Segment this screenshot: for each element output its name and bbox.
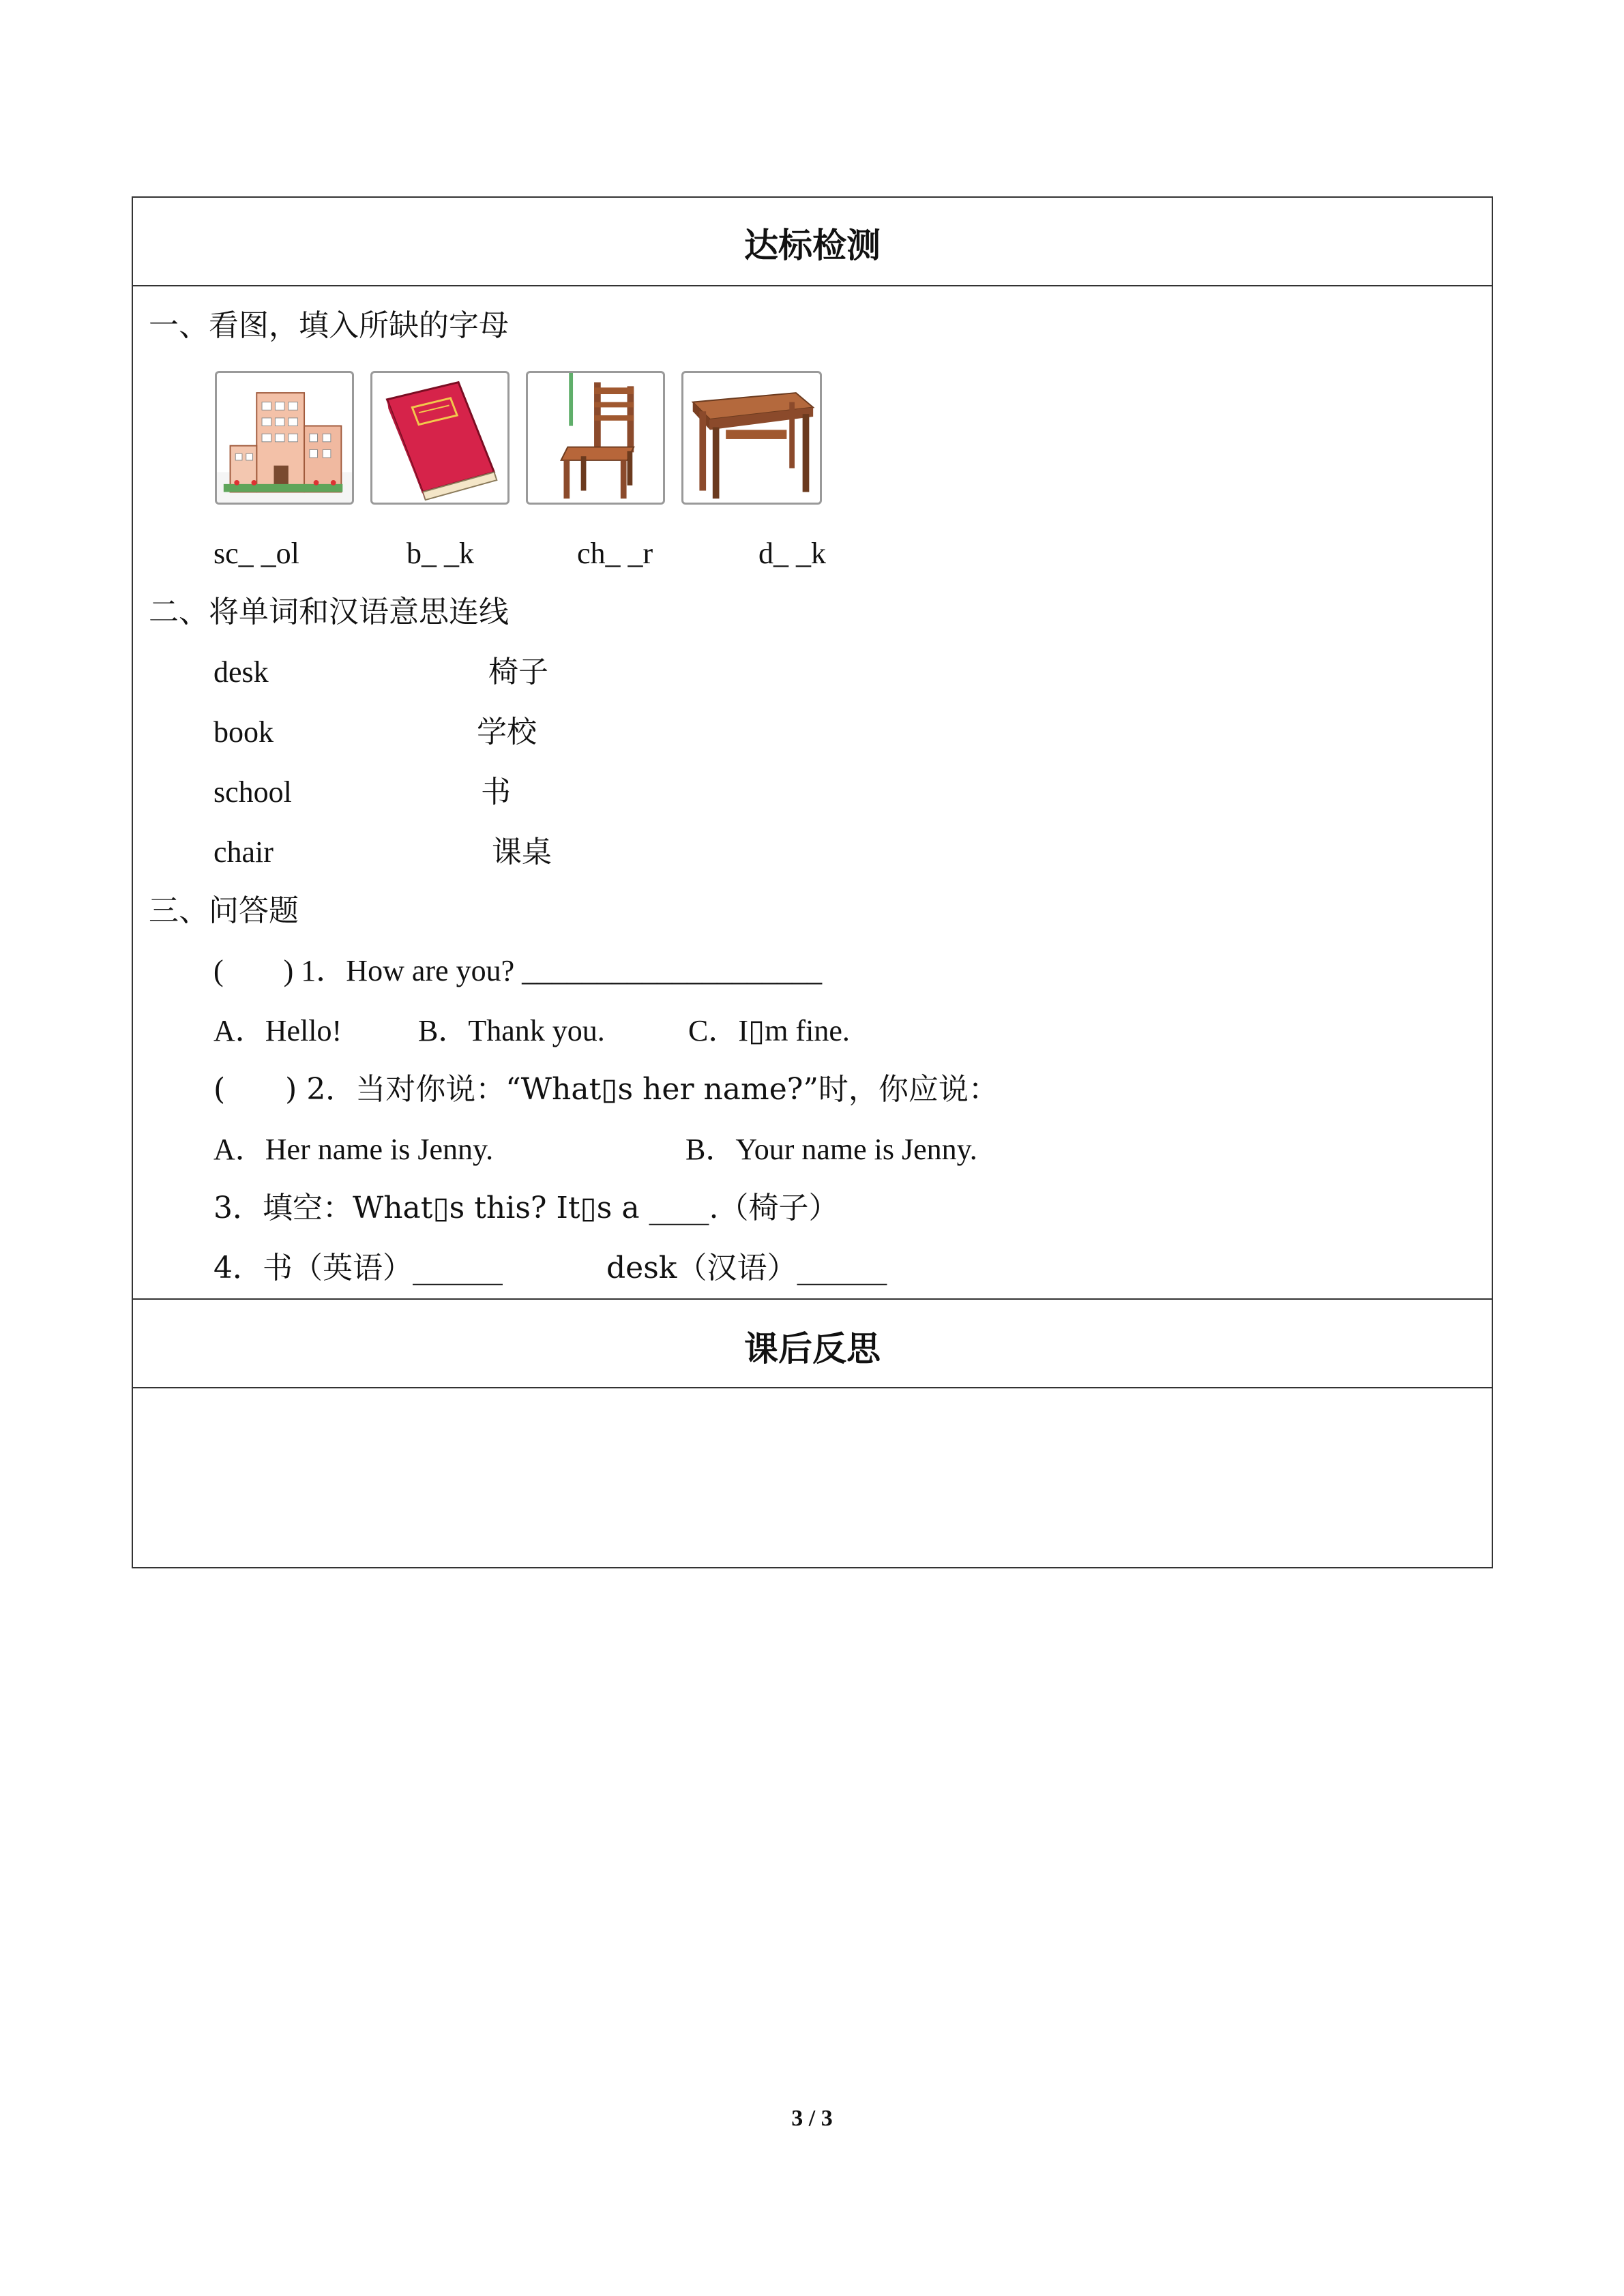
blank-school: sc_ _ol — [213, 537, 299, 570]
part2-heading: 二、将单词和汉语意思连线 — [149, 595, 509, 629]
part1-heading: 一、看图，填入所缺的字母 — [149, 308, 509, 343]
match-english-chair: chair — [213, 835, 274, 869]
part3-heading: 三、问答题 — [149, 893, 299, 928]
q2-option-b: B．Your name is Jenny. — [685, 1133, 977, 1166]
match-chinese-3: 书 — [481, 775, 511, 809]
q1-option-c: C．I▯m fine. — [688, 1014, 850, 1047]
question-4-chinese: desk（汉语）______ — [606, 1251, 887, 1285]
match-chinese-4: 课桌 — [492, 835, 552, 869]
match-english-book: book — [213, 715, 274, 749]
match-english-school: school — [213, 775, 292, 809]
book-icon — [370, 371, 510, 505]
desk-icon — [681, 371, 822, 505]
q1-option-a: A．Hello! — [213, 1014, 342, 1047]
table-divider — [133, 285, 1492, 286]
question-4-english: 4．书（英语）______ — [213, 1251, 503, 1285]
worksheet-table — [132, 196, 1493, 1568]
match-chinese-2: 学校 — [477, 715, 537, 749]
chair-icon — [526, 371, 665, 505]
question-1: ( ) 1．How are you? ____________________ — [213, 954, 823, 987]
section-title-check: 达标检测 — [744, 226, 881, 265]
school-building-icon — [215, 371, 354, 505]
question-2: ( ) 2．当对你说：“What▯s her name?”时，你应说： — [213, 1072, 999, 1107]
table-divider — [133, 1298, 1492, 1300]
page-number: 3 / 3 — [791, 2106, 833, 2131]
section-title-reflection: 课后反思 — [744, 1329, 881, 1369]
reflection-area[interactable] — [133, 1388, 1492, 1566]
q2-option-a: A．Her name is Jenny. — [213, 1133, 494, 1166]
match-chinese-1: 椅子 — [488, 655, 548, 689]
blank-chair: ch_ _r — [577, 537, 653, 570]
q1-option-b: B．Thank you. — [418, 1014, 605, 1047]
question-3: 3．填空：What▯s this? It▯s a ____.（椅子） — [213, 1191, 839, 1225]
match-english-desk: desk — [213, 655, 269, 689]
blank-book: b_ _k — [407, 537, 474, 570]
blank-desk: d_ _k — [758, 537, 826, 570]
